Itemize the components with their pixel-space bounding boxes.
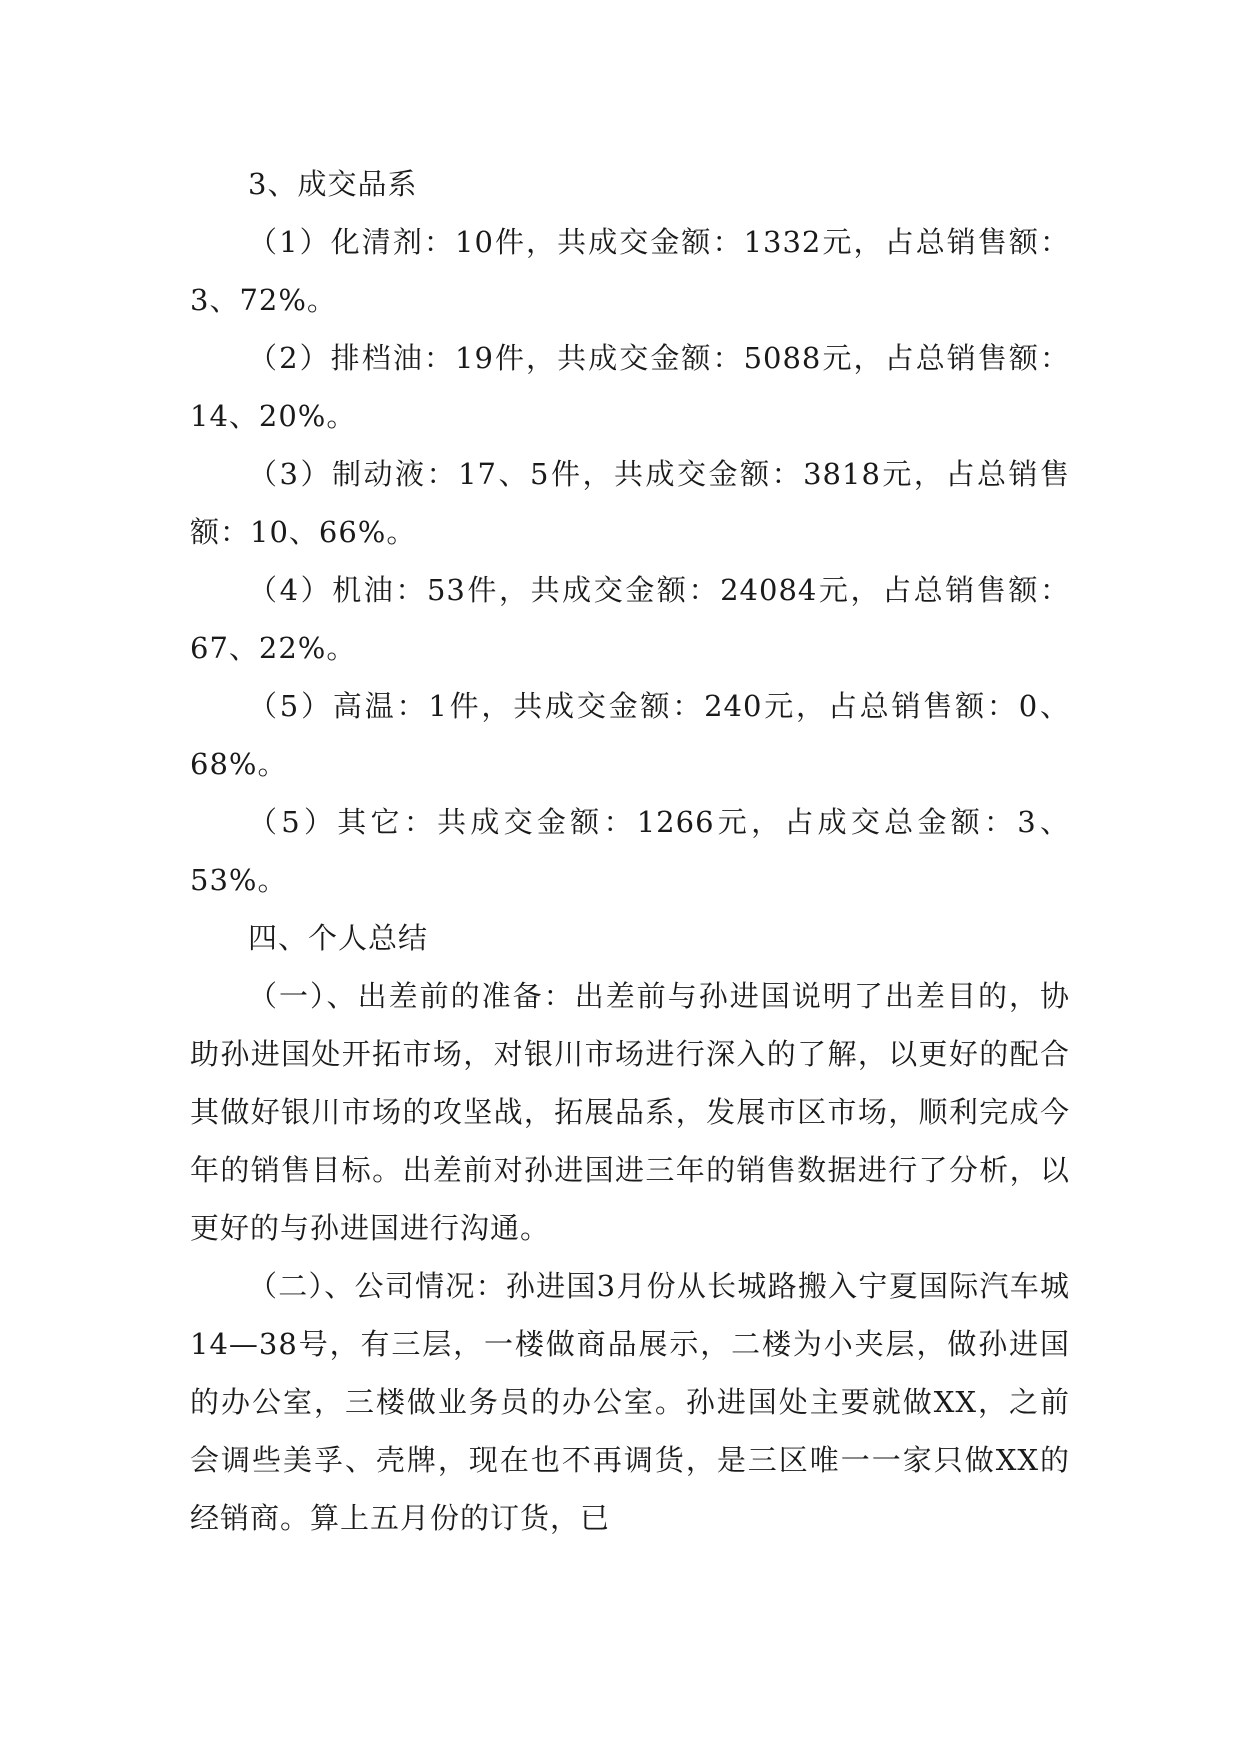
- item-gear-oil: （2）排档油：19件，共成交金额：5088元，占总销售额：14、20%。: [190, 341, 1070, 433]
- paragraph-preparation: （一）、出差前的准备：出差前与孙进国说明了出差目的，协助孙进国处开拓市场，对银川市场进行深入的了解，以更好的配合其做好银川市场的攻坚战，拓展品系，发展市区市场，顺利完成今年的销售目标。出差前对孙进国进三年的销售数据进行了分析，以更好的与孙进国进行沟通。: [190, 979, 1070, 1245]
- document-body: [190, 155, 1070, 1547]
- item-brake-fluid: （3）制动液：17、5件，共成交金额：3818元，占总销售额：10、66%。: [190, 457, 1070, 549]
- item-high-temp: （5）高温：1件，共成交金额：240元，占总销售额：0、68%。: [190, 689, 1070, 781]
- item-cleaner: （1）化清剂：10件，共成交金额：1332元，占总销售额：3、72%。: [190, 225, 1070, 317]
- item-other: （5）其它：共成交金额：1266元，占成交总金额：3、53%。: [190, 805, 1070, 897]
- paragraph-company-situation: （二）、公司情况：孙进国3月份从长城路搬入宁夏国际汽车城14—38号，有三层，一楼做商品展示，二楼为小夹层，做孙进国的办公室，三楼做业务员的办公室。孙进国处主要就做XX，之前会调些美孚、壳牌，现在也不再调货，是三区唯一一家只做XX的经销商。算上五月份的订货，已: [190, 1269, 1070, 1535]
- section-title-personal-summary: 四、个人总结: [248, 921, 429, 955]
- section-title-deal-categories: 3、成交品系: [248, 167, 418, 201]
- item-engine-oil: （4）机油：53件，共成交金额：24084元，占总销售额：67、22%。: [190, 573, 1070, 665]
